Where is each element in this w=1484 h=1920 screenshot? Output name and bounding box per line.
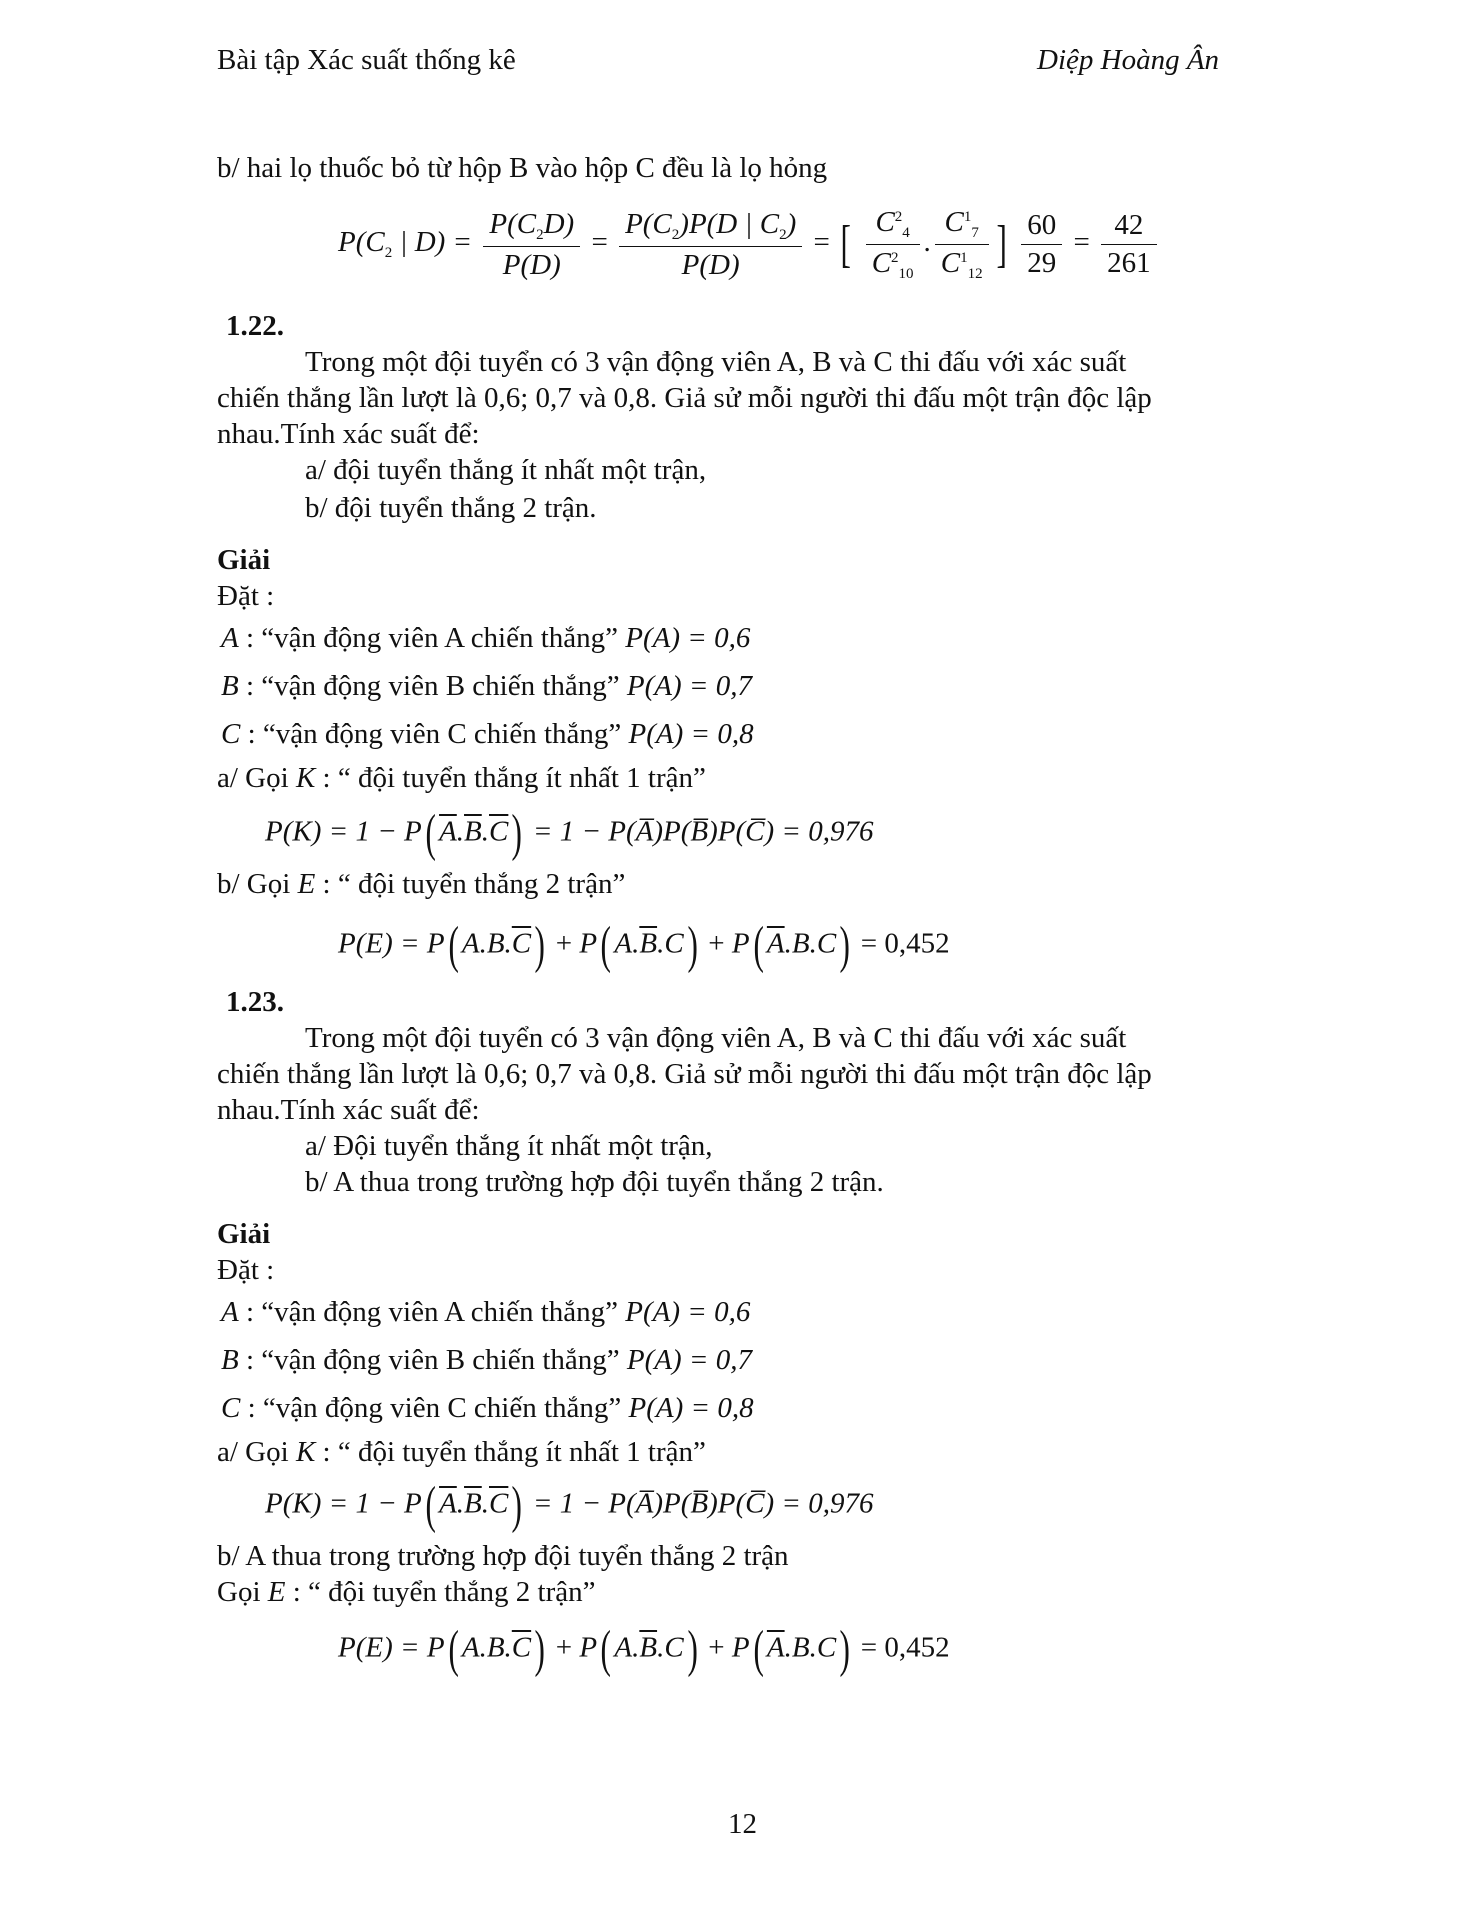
p123-def-b: B : “vận động viên B chiến thắng” P(A) = 0,7 [221,1344,752,1376]
formula-conditional-probability: $P(C_2$ | D) = $\frac{P(C_2D)}{P(D)}$ = $\frac{P(C_2)P(D | C_2)}{P(D)}$ = [ $\frac{C^2_4}{C^2_{10}}$ . $\frac{C^1_7}{C^1_{12}}$ ] $\frac{60}{29}$ = $\frac{42}{261}$ [338,206,1161,283]
p123-question-a: a/ Đội tuyển thắng ít nhất một trận, [305,1130,713,1162]
p122-part-a: a/ Gọi K : “ đội tuyển thắng ít nhất 1 trận” [217,762,706,794]
p122-formula-b: P(E) = P( $A.B.\overline{C}) + P$( $A.\overline{B}.C) + P$( $\overline{A}.B.C) = 0,452$ [338,917,950,974]
p123-line3: nhau.Tính xác suất để: [217,1094,480,1126]
p123-def-a: A : “vận động viên A chiến thắng” P(A) = 0,6 [221,1296,751,1328]
p122-dat: Đặt : [217,580,275,612]
p123-line2: chiến thắng lần lượt là 0,6; 0,7 và 0,8. Giả sử mỗi người thi đấu một trận độc lập [217,1058,1152,1090]
intro-b: b/ hai lọ thuốc bỏ từ hộp B vào hộp C đều là lọ hỏng [217,152,828,184]
p123-part-a: a/ Gọi K : “ đội tuyển thắng ít nhất 1 trận” [217,1436,706,1468]
binomial-fraction-1: $\frac{C^2_4}{C^2_{10}}$ [866,206,920,283]
p122-line3: nhau.Tính xác suất để: [217,418,480,450]
p123-formula-b: P(E) = P( $A.B.\overline{C}) + P$( $A.\overline{B}.C) + P$( $\overline{A}.B.C) = 0,452$ [338,1621,950,1678]
problem-number-1-22: 1.22. [226,310,284,342]
fraction-2: $\frac{P(C_2)P(D | C_2)}{P(D)}$ [619,208,802,282]
header-left: Bài tập Xác suất thống kê [217,44,516,76]
p122-question-a: a/ đội tuyển thắng ít nhất một trận, [305,454,707,486]
fraction-1: $\frac{P(C_2D)}{P(D)}$ [483,208,580,282]
p122-question-b: b/ đội tuyển thắng 2 trận. [305,492,597,524]
p122-solution-heading: Giải [217,544,271,576]
p122-def-a: A : “vận động viên A chiến thắng” P(A) = 0,6 [221,622,751,654]
binomial-fraction-2: $\frac{C^1_7}{C^1_{12}}$ [935,206,989,283]
p123-formula-a: P(K) = 1 − P( $\overline{A}.\overline{B}.\overline{C}) = 1$ − P(A̅)P(B̅)P(C̅) = 0,976 [265,1477,874,1534]
fraction-result: $\frac{42}{261}$ [1101,209,1157,280]
p122-line1: Trong một đội tuyển có 3 vận động viên A, B và C thi đấu với xác suất [305,346,1127,378]
fraction-3: $\frac{60}{29}$ [1021,209,1062,280]
p122-def-c: C : “vận động viên C chiến thắng” P(A) = 0,8 [221,718,754,750]
p123-solution-heading: Giải [217,1218,271,1250]
p123-question-b: b/ A thua trong trường hợp đội tuyển thắng 2 trận. [305,1166,884,1198]
p122-line2: chiến thắng lần lượt là 0,6; 0,7 và 0,8. Giả sử mỗi người thi đấu một trận độc lập [217,382,1152,414]
p122-formula-a: P(K) = 1 − P( $\overline{A}.\overline{B}.\overline{C}) = 1$ − P(A̅)P(B̅)P(C̅) = 0,976 [265,805,874,862]
header-right: Diệp Hoàng Ân [1037,44,1220,76]
p123-def-c: C : “vận động viên C chiến thắng” P(A) = 0,8 [221,1392,754,1424]
p122-part-b: b/ Gọi E : “ đội tuyển thắng 2 trận” [217,868,626,900]
p123-line1: Trong một đội tuyển có 3 vận động viên A, B và C thi đấu với xác suất [305,1022,1127,1054]
p123-dat: Đặt : [217,1254,275,1286]
p122-def-b: B : “vận động viên B chiến thắng” P(A) = 0,7 [221,670,752,702]
p123-part-b: Gọi E : “ đội tuyển thắng 2 trận” [217,1576,596,1608]
p123-part-b-line: b/ A thua trong trường hợp đội tuyển thắng 2 trận [217,1540,789,1572]
problem-number-1-23: 1.23. [226,986,284,1018]
page-number: 12 [728,1808,757,1840]
